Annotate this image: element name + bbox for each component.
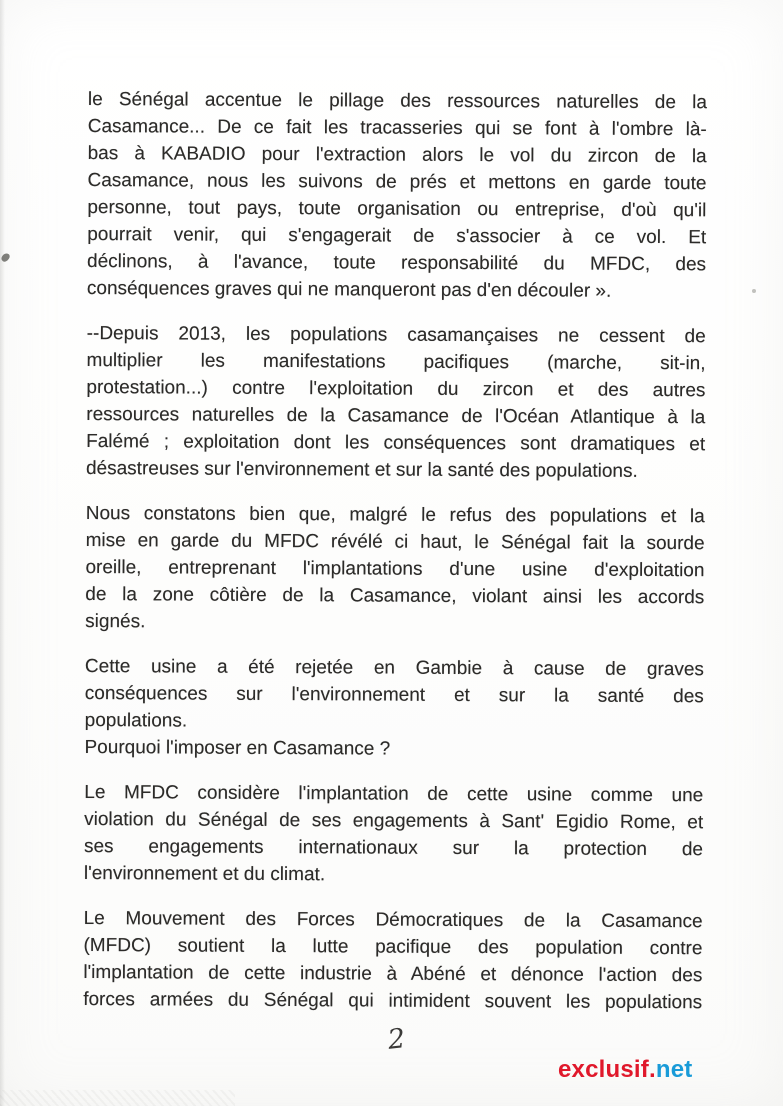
text-line: conséquences sur l'environnement et sur la santé des: [84, 682, 704, 708]
scan-left-edge-shadow: [0, 0, 5, 1106]
text-line: ressources naturelles de la Casamance de l'Océan Atlantique à la: [86, 403, 706, 429]
watermark-net: net: [655, 1056, 693, 1083]
text-line: l'environnement et du climat.: [83, 862, 326, 886]
text-line: Le Mouvement des Forces Démocratiques de la Casamance: [83, 907, 703, 933]
text-line: populations.: [84, 709, 188, 732]
paragraph: [83, 905, 703, 1016]
paragraph: [85, 500, 705, 638]
watermark-exclusif: exclusif.: [558, 1056, 656, 1083]
paragraph: [87, 86, 707, 305]
text-line: signés.: [85, 610, 146, 633]
text-line: (MFDC) soutient la lutte pacifique des population contre: [83, 934, 703, 960]
document-body: [83, 86, 707, 1016]
text-line: Falémé ; exploitation dont les conséquences sont dramatiques et: [86, 430, 706, 456]
text-line: forces armées du Sénégal qui intimident souvent les populations: [83, 988, 703, 1014]
text-line: Casamance... De ce fait les tracasseries qui se font à l'ombre là-: [87, 115, 707, 141]
scan-noise-bottom-left: [0, 1090, 235, 1106]
text-line: désastreuses sur l'environnement et sur la santé des populations.: [85, 457, 638, 482]
text-line: Nous constatons bien que, malgré le refus des populations et la: [85, 502, 705, 528]
text-line: le Sénégal accentue le pillage des ressources naturelles de la: [87, 88, 707, 114]
text-line: bas à KABADIO pour l'extraction alors le vol du zircon de la: [87, 142, 707, 168]
paragraph: [84, 653, 704, 764]
text-line: Cette usine a été rejetée en Gambie à cause de graves: [84, 655, 705, 681]
text-line: protestation...) contre l'exploitation du zircon et des autres: [86, 376, 706, 402]
text-line: multiplier les manifestations pacifiques (marche, sit-in,: [86, 349, 706, 375]
page-number: 2: [386, 1023, 407, 1056]
text-line: Casamance, nous les suivons de prés et mettons en garde toute: [87, 169, 707, 195]
text-line: conséquences graves qui ne manqueront pas d'en découler ».: [86, 277, 612, 302]
scan-dust-speck: [752, 289, 756, 293]
text-line: l'implantation de cette industrie à Abéné et dénonce l'action des: [83, 961, 703, 987]
text-line: Pourquoi l'imposer en Casamance ?: [84, 736, 391, 760]
text-line: déclinons, à l'avance, toute responsabilité du MFDC, des: [87, 250, 707, 276]
text-line: --Depuis 2013, les populations casamançaises ne cessent de: [86, 322, 706, 348]
text-line: pourrait venir, qui s'engagerait de s'associer à ce vol. Et: [87, 223, 707, 249]
text-line: oreille, entreprenant l'implantations d'une usine d'exploitation: [85, 556, 705, 582]
text-line: personne, tout pays, toute organisation ou entreprise, d'où qu'il: [87, 196, 707, 222]
text-line: ses engagements internationaux sur la protection de: [83, 835, 704, 861]
watermark: [558, 1056, 692, 1084]
paragraph: [86, 320, 706, 485]
text-line: violation du Sénégal de ses engagements à Sant' Egidio Rome, et: [84, 808, 704, 834]
text-line: de la zone côtière de la Casamance, violant ainsi les accords: [85, 583, 705, 609]
text-line: Le MFDC considère l'implantation de cette usine comme une: [84, 781, 704, 807]
paragraph: [84, 779, 704, 890]
text-line: mise en garde du MFDC révélé ci haut, le Sénégal fait la sourde: [85, 529, 705, 555]
